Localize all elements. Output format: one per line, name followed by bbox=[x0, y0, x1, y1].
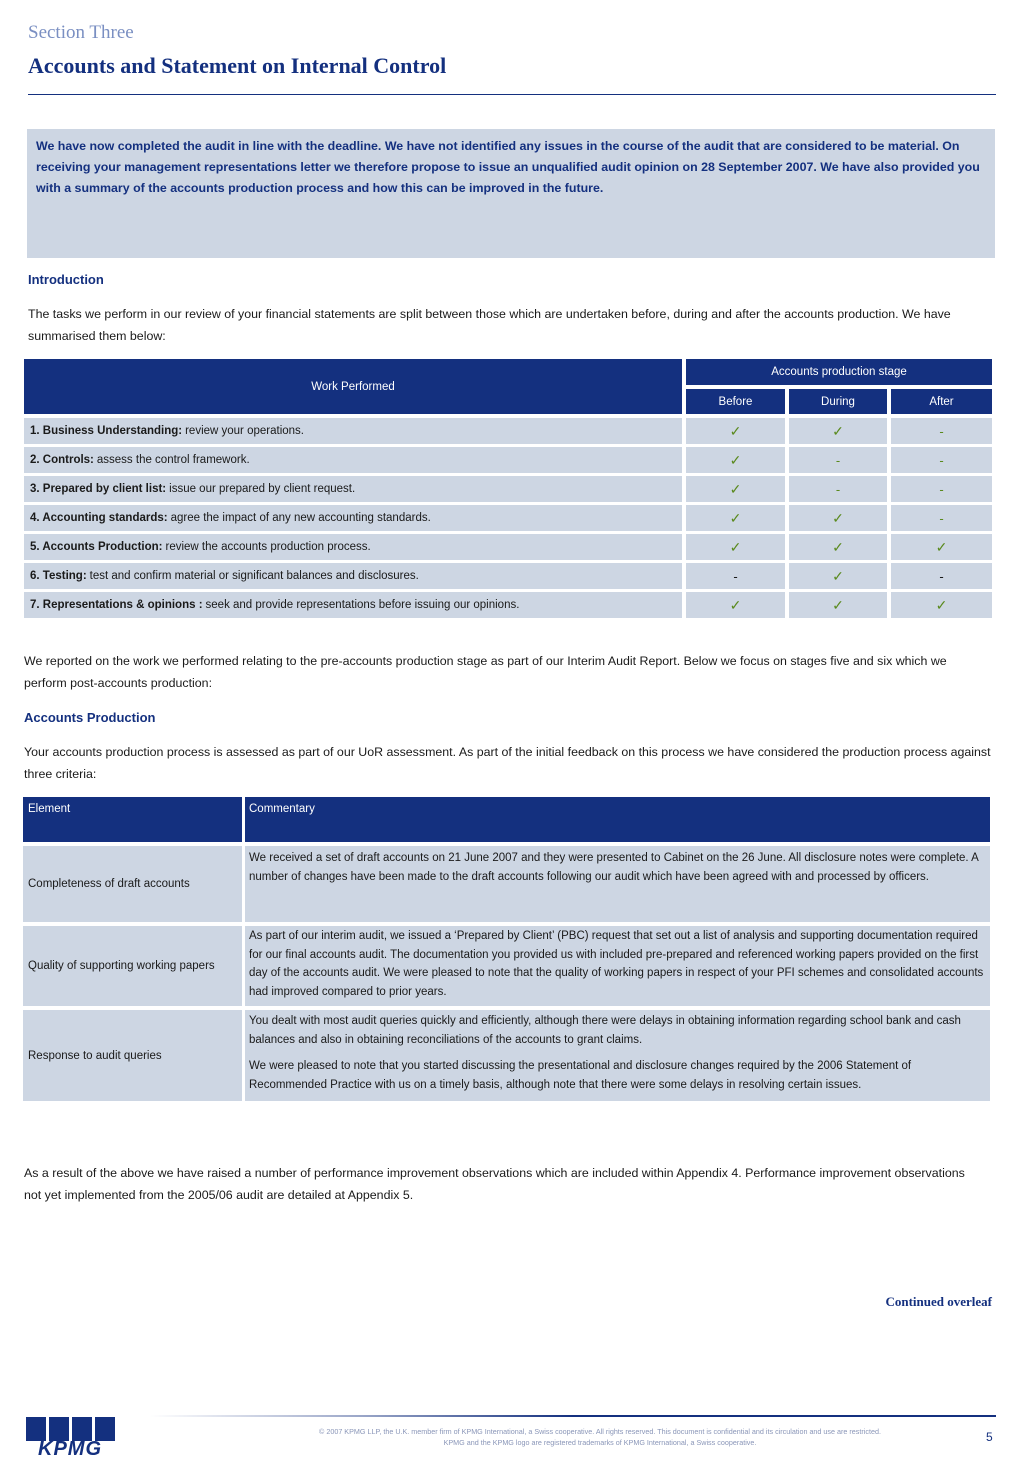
footer-divider bbox=[150, 1415, 996, 1417]
dash-mark: - bbox=[789, 476, 887, 502]
criteria-commentary bbox=[245, 926, 990, 1006]
work-item-description: seek and provide representations before issuing our opinions. bbox=[205, 599, 520, 611]
checkmark-icon: ✓ bbox=[686, 534, 785, 560]
introduction-paragraph: The tasks we perform in our review of your financial statements are split between those which are undertaken before, during and after the accounts production. We have summarised them below: bbox=[28, 307, 951, 343]
dash-mark: - bbox=[686, 563, 785, 589]
commentary-paragraph: As part of our interim audit, we issued a ‘Prepared by Client’ (PBC) request that set out a list of analysis and supporting documentation required for our final accounts audit. The documentation you provided us with included pre-prepared and referenced working papers provided on the first day of the accounts audit. We were pleased to note that the quality of working papers in respect of your PFI schemes and consolidated accounts had improved compared to prior years. bbox=[249, 930, 984, 998]
work-item-title: 4. Accounting standards: bbox=[30, 512, 168, 524]
introduction-heading: Introduction bbox=[28, 272, 104, 287]
work-performed-cell bbox=[24, 505, 682, 531]
checkmark-icon: ✓ bbox=[686, 418, 785, 444]
criteria-element: Quality of supporting working papers bbox=[23, 926, 242, 1006]
checkmark-icon: ✓ bbox=[686, 592, 785, 618]
commentary-paragraph: We were pleased to note that you started discussing the presentational and disclosure changes required by the 2006 Statement of Recommended Practice with us on a timely basis, although note that there were some delays in resolving certain issues. bbox=[249, 1060, 912, 1091]
dash-mark: - bbox=[891, 505, 992, 531]
footer-legal-line: KPMG and the KPMG logo are registered trademarks of KPMG International, a Swiss cooperative. bbox=[443, 1438, 757, 1447]
section-label: Section Three bbox=[28, 22, 134, 43]
stage-table-header-work: Work Performed bbox=[24, 359, 682, 414]
criteria-element: Completeness of draft accounts bbox=[23, 846, 242, 922]
stage-table-row bbox=[24, 418, 992, 444]
work-performed-cell bbox=[24, 447, 682, 473]
accounts-production-paragraph: Your accounts production process is assessed as part of our UoR assessment. As part of the initial feedback on this process we have considered the production process against three criteria: bbox=[24, 745, 991, 781]
work-item-description: assess the control framework. bbox=[96, 454, 250, 466]
work-item-description: test and confirm material or significant balances and disclosures. bbox=[89, 570, 419, 582]
logo-text: KPMG bbox=[38, 1438, 102, 1459]
checkmark-icon: ✓ bbox=[686, 447, 785, 473]
title-divider bbox=[28, 94, 996, 95]
footer-legal bbox=[270, 1426, 930, 1448]
checkmark-icon: ✓ bbox=[891, 592, 992, 618]
criteria-table-header-commentary: Commentary bbox=[245, 797, 990, 842]
dash-mark: - bbox=[891, 476, 992, 502]
stage-table-row bbox=[24, 563, 992, 589]
stage-column-before: Before bbox=[686, 389, 785, 414]
dash-mark: - bbox=[891, 563, 992, 589]
stage-column-after: After bbox=[891, 389, 992, 414]
criteria-table-header-element: Element bbox=[23, 797, 242, 842]
work-performed-cell bbox=[24, 592, 682, 618]
stage-table-row bbox=[24, 505, 992, 531]
dash-mark: - bbox=[789, 447, 887, 473]
stage-table-row bbox=[24, 476, 992, 502]
work-item-description: review your operations. bbox=[185, 425, 304, 437]
checkmark-icon: ✓ bbox=[789, 505, 887, 531]
stage-table-row bbox=[24, 534, 992, 560]
stage-table-row bbox=[24, 592, 992, 618]
work-item-description: agree the impact of any new accounting standards. bbox=[170, 512, 431, 524]
summary-box bbox=[27, 129, 995, 258]
work-item-title: 3. Prepared by client list: bbox=[30, 483, 167, 495]
page-number: 5 bbox=[986, 1430, 993, 1444]
work-item-description: review the accounts production process. bbox=[165, 541, 371, 553]
work-item-title: 2. Controls: bbox=[30, 454, 94, 466]
work-item-title: 7. Representations & opinions : bbox=[30, 599, 203, 611]
criteria-element: Response to audit queries bbox=[23, 1010, 242, 1101]
stage-column-during: During bbox=[789, 389, 887, 414]
kpmg-logo bbox=[22, 1417, 118, 1459]
interim-paragraph: We reported on the work we performed relating to the pre-accounts production stage as part of our Interim Audit Report. Below we focus on stages five and six which we perform post-accounts production: bbox=[24, 654, 947, 690]
checkmark-icon: ✓ bbox=[686, 476, 785, 502]
commentary-paragraph: We received a set of draft accounts on 21 June 2007 and they were presented to Cabinet on the 26 June. All disclosure notes were complete. A number of changes have been made to the draft accounts following our audit which have been agreed with and processed by officers. bbox=[249, 852, 979, 883]
stage-table-header-stage: Accounts production stage bbox=[686, 359, 992, 385]
criteria-commentary bbox=[245, 846, 990, 922]
dash-mark: - bbox=[891, 418, 992, 444]
work-item-title: 5. Accounts Production: bbox=[30, 541, 163, 553]
checkmark-icon: ✓ bbox=[789, 534, 887, 560]
page-title: Accounts and Statement on Internal Control bbox=[28, 53, 447, 78]
work-item-title: 6. Testing: bbox=[30, 570, 87, 582]
work-performed-cell bbox=[24, 476, 682, 502]
conclusion-paragraph: As a result of the above we have raised a number of performance improvement observations which are included within Appendix 4. Performance improvement observations not yet implemented from the 2005/06 audit are detailed at Appendix 5. bbox=[24, 1166, 965, 1202]
checkmark-icon: ✓ bbox=[789, 592, 887, 618]
criteria-commentary bbox=[245, 1010, 990, 1101]
commentary-paragraph: You dealt with most audit queries quickly and efficiently, although there were delays in obtaining information regarding school bank and cash balances and also in obtaining reconciliations of the accounts to grant claims. bbox=[249, 1015, 961, 1046]
work-item-title: 1. Business Understanding: bbox=[30, 425, 183, 437]
stage-table-row bbox=[24, 447, 992, 473]
continued-overleaf-label: Continued overleaf bbox=[885, 1294, 992, 1309]
dash-mark: - bbox=[891, 447, 992, 473]
checkmark-icon: ✓ bbox=[789, 418, 887, 444]
work-item-description: issue our prepared by client request. bbox=[169, 483, 356, 495]
accounts-production-heading: Accounts Production bbox=[24, 710, 156, 725]
checkmark-icon: ✓ bbox=[686, 505, 785, 531]
work-performed-cell bbox=[24, 534, 682, 560]
checkmark-icon: ✓ bbox=[891, 534, 992, 560]
work-performed-cell bbox=[24, 563, 682, 589]
checkmark-icon: ✓ bbox=[789, 563, 887, 589]
footer-legal-line: © 2007 KPMG LLP, the U.K. member firm of KPMG International, a Swiss cooperative. All rights reserved. This document is confidential and its circulation and use are restricted. bbox=[319, 1427, 881, 1436]
summary-text: We have now completed the audit in line with the deadline. We have not identified any issues in the course of the audit that are considered to be material. On receiving your management representations letter we therefore propose to issue an unqualified audit opinion on 28 September 2007. We have also provided you with a summary of the accounts production process and how this can be improved in the future. bbox=[36, 139, 980, 195]
work-performed-cell bbox=[24, 418, 682, 444]
